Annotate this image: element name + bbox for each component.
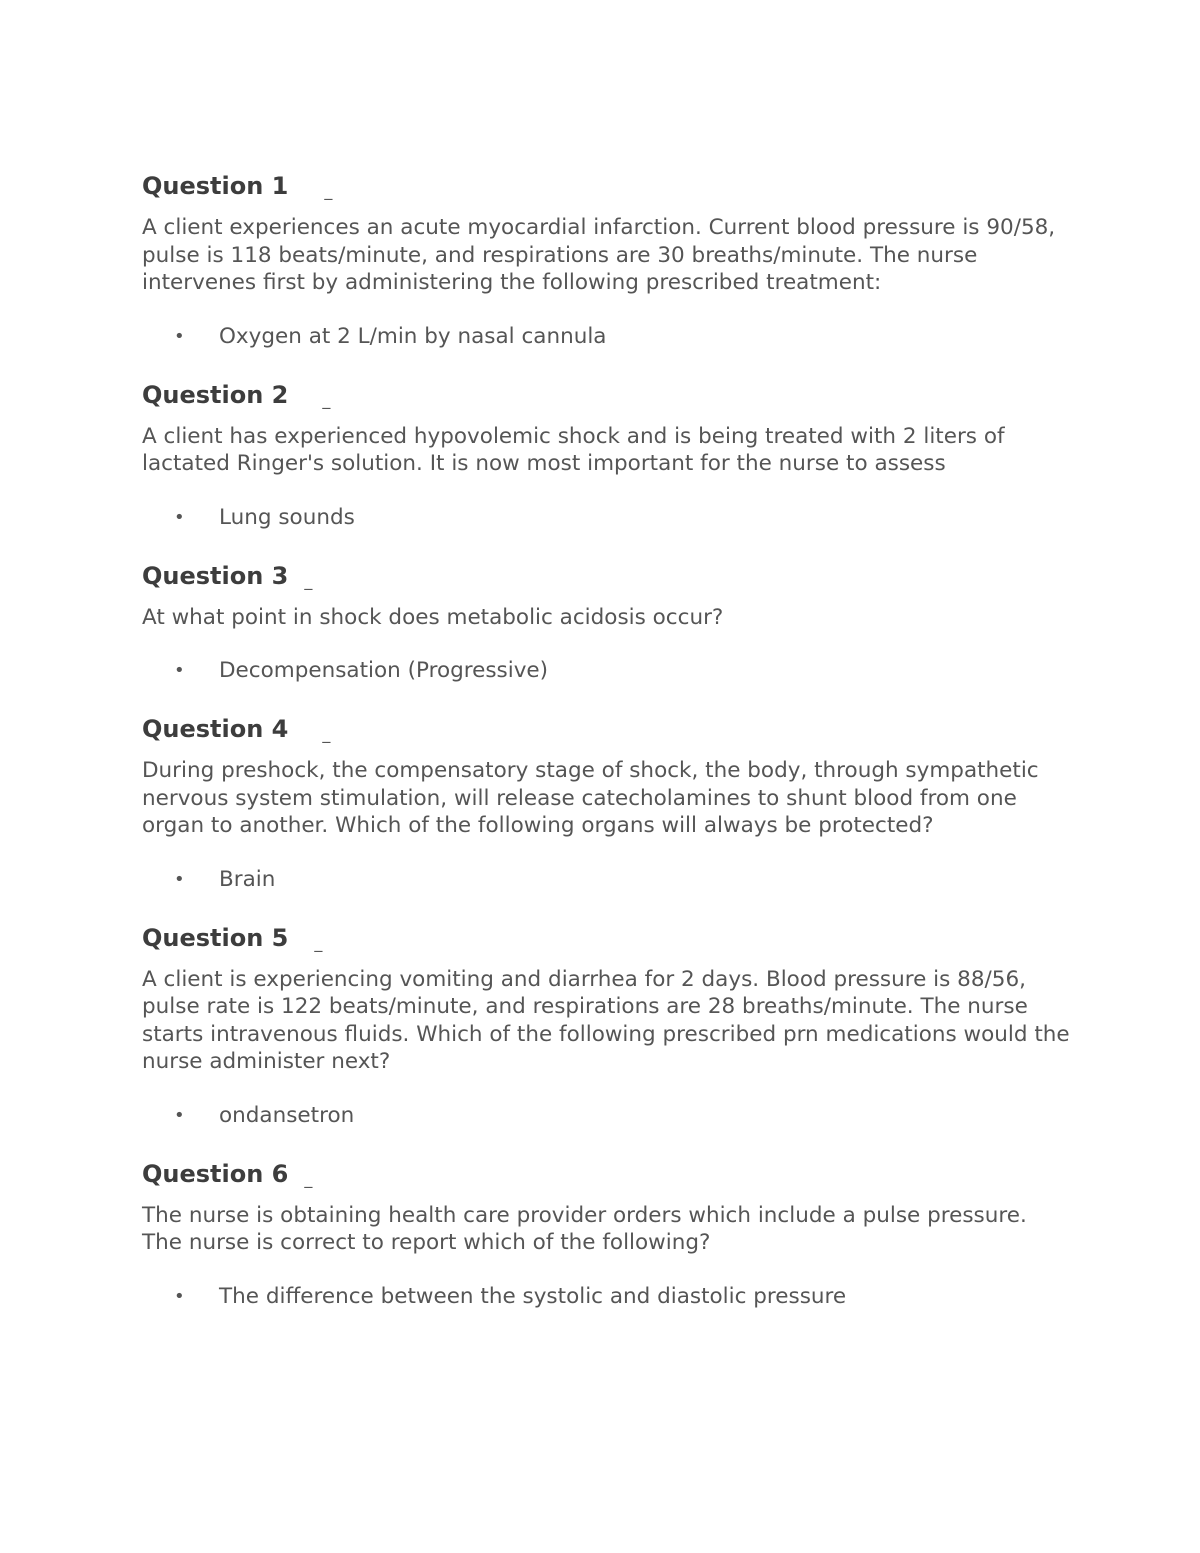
question-mark: _ <box>304 570 313 590</box>
question-text: The nurse is obtaining health care provider orders which include a pulse pressure. The nurse is correct to report which of the following? <box>142 1202 1027 1255</box>
question-title-text: Question 1 <box>142 172 289 200</box>
question-mark: _ <box>322 724 331 743</box>
answer-item <box>142 1283 1072 1311</box>
question-title-text: Question 5 <box>142 923 289 952</box>
question-mark: _ <box>314 932 323 952</box>
question-text: A client is experiencing vomiting and diarrhea for 2 days. Blood pressure is 88/56, pulse rate is 122 beats/minute, and respirations are 28 breaths/minute. The nurse starts intravenous fluids. Which of the following prescribed prn medications would the nurse administer next? <box>142 966 1070 1074</box>
question-title-text: Question 2 <box>142 380 289 409</box>
question-text: During preshock, the compensatory stage of shock, the body, through sympathetic nervous system stimulation, will release catecholamines to shunt blood from one organ to another. Which of the following organs will always be protected? <box>142 758 1039 838</box>
answer-list <box>142 866 1072 894</box>
question-5 <box>142 922 1072 1130</box>
bullet-icon: • <box>174 1285 185 1307</box>
bullet-icon: • <box>174 1104 185 1126</box>
question-title-text: Question 6 <box>142 1159 289 1188</box>
question-text: A client has experienced hypovolemic shock and is being treated with 2 liters of lactated Ringer's solution. It is now most important for the nurse to assess <box>142 423 1005 476</box>
question-4 <box>142 713 1072 894</box>
answer-item <box>142 657 1072 685</box>
question-title <box>142 922 1072 957</box>
answer-item <box>142 866 1072 894</box>
question-title <box>142 560 1072 595</box>
question-title-text: Question 4 <box>142 715 289 743</box>
question-text: A client experiences an acute myocardial infarction. Current blood pressure is 90/58, pulse is 118 beats/minute, and respirations are 30 breaths/minute. The nurse intervenes first by administering the following prescribed treatment: <box>142 215 1056 295</box>
answer-list <box>142 657 1072 685</box>
answer-list <box>142 323 1072 351</box>
question-mark: _ <box>322 389 331 409</box>
answer-item <box>142 323 1072 351</box>
answer-text: Oxygen at 2 L/min by nasal cannula <box>219 323 607 349</box>
answer-item <box>142 1102 1072 1130</box>
question-title <box>142 713 1072 748</box>
answer-list <box>142 504 1072 532</box>
question-title <box>142 1158 1072 1193</box>
answer-list <box>142 1283 1072 1311</box>
question-6 <box>142 1158 1072 1311</box>
answer-text: Lung sounds <box>219 504 355 530</box>
answer-text: Decompensation (Progressive) <box>219 658 549 683</box>
bullet-icon: • <box>174 868 185 890</box>
question-title <box>142 170 1072 205</box>
question-mark: _ <box>324 181 333 200</box>
answer-text: Brain <box>219 866 276 892</box>
answer-text: The difference between the systolic and diastolic pressure <box>219 1283 847 1309</box>
document-page <box>142 170 1072 1339</box>
bullet-icon: • <box>174 660 185 681</box>
answer-item <box>142 504 1072 532</box>
question-text: At what point in shock does metabolic acidosis occur? <box>142 604 724 630</box>
question-title-text: Question 3 <box>142 561 289 590</box>
question-mark: _ <box>304 1168 313 1188</box>
bullet-icon: • <box>174 325 185 347</box>
question-title <box>142 379 1072 414</box>
question-2 <box>142 379 1072 532</box>
answer-list <box>142 1102 1072 1130</box>
answer-text: ondansetron <box>219 1102 355 1128</box>
question-1 <box>142 170 1072 351</box>
bullet-icon: • <box>174 506 185 528</box>
question-3 <box>142 560 1072 686</box>
